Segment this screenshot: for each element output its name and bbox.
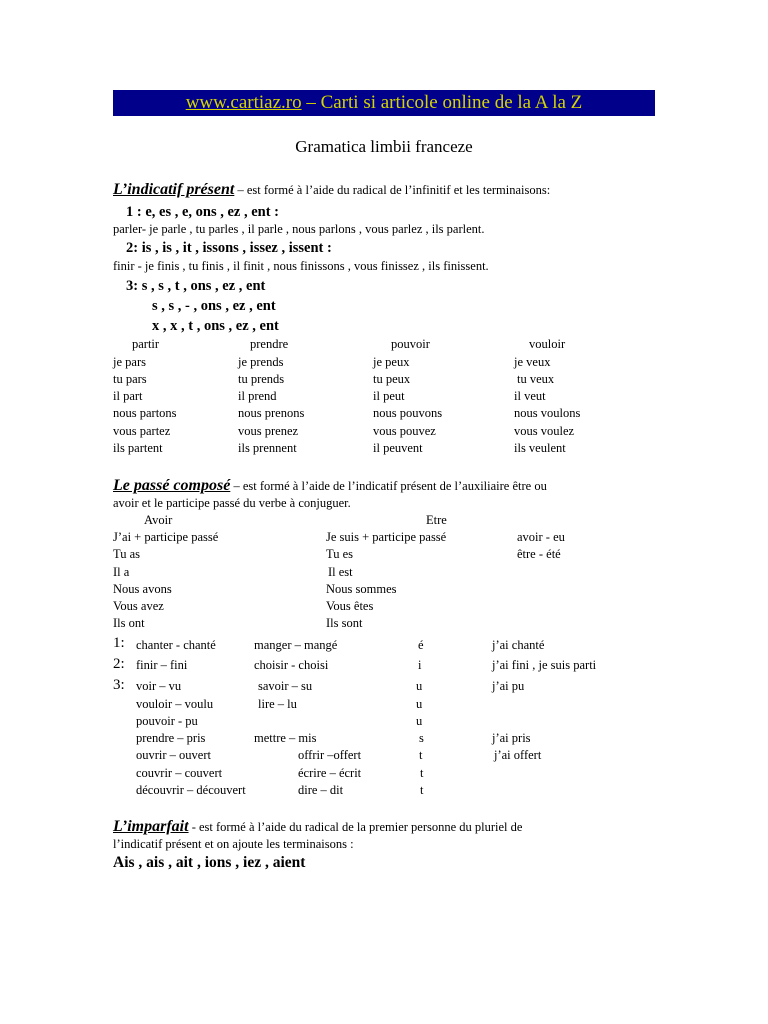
conjugation-cell: je peux — [373, 355, 410, 369]
present-heading: L’indicatif présent — [113, 181, 235, 198]
conjugation-cell: tu peux — [373, 372, 411, 386]
imparfait-heading: L’imparfait — [113, 818, 189, 835]
participle-cell: j’ai chanté — [492, 638, 545, 652]
verb-header-vouloir: vouloir — [529, 337, 566, 351]
etre-form: Vous êtes — [326, 599, 374, 613]
passe-heading: Le passé composé — [113, 477, 231, 494]
avoir-form: Nous avons — [113, 582, 172, 596]
conjugation-cell: il peuvent — [373, 441, 423, 455]
participle-cell: u — [416, 714, 423, 728]
participle-cell: mettre – mis — [254, 731, 317, 745]
etre-form: Il est — [328, 565, 353, 579]
verb-header-pouvoir: pouvoir — [391, 337, 430, 351]
passe-intro-2: avoir et le participe passé du verbe à conjuguer. — [113, 496, 351, 510]
participle-cell: u — [416, 697, 423, 711]
imparfait-intro: - est formé à l’aide du radical de la premier personne du pluriel de — [188, 820, 523, 834]
group-number-1: 1: — [113, 635, 125, 651]
group2-endings: 2: is , is , it , issons , issez , issent : — [126, 240, 332, 256]
passe-intro: – est formé à l’aide de l’indicatif présent de l’auxiliaire être ou — [230, 479, 547, 493]
participle-cell: u — [416, 679, 423, 693]
etre-form: Nous sommes — [326, 582, 397, 596]
imparfait-heading-line — [113, 818, 522, 836]
etre-form: Je suis + participe passé — [326, 530, 447, 544]
avoir-form: Vous avez — [113, 599, 164, 613]
conjugation-cell: il veut — [514, 389, 546, 403]
participle-cell: offrir –offert — [298, 748, 362, 762]
verb-header-partir: partir — [132, 337, 160, 351]
avoir-form: Il a — [113, 565, 130, 579]
avoir-form: Ils ont — [113, 616, 145, 630]
conjugation-cell: ils veulent — [514, 441, 566, 455]
participle-cell: manger – mangé — [254, 638, 338, 652]
group1-example: parler- je parle , tu parles , il parle , nous parlons , vous parlez , ils parlent. — [113, 222, 485, 236]
participle-cell: découvrir – découvert — [136, 783, 246, 797]
conjugation-cell: tu pars — [113, 372, 147, 386]
group3-endings-a: 3: s , s , t , ons , ez , ent — [126, 278, 266, 294]
participle-cell: dire – dit — [298, 783, 344, 797]
conjugation-cell: il peut — [373, 389, 405, 403]
participle-cell: vouloir – voulu — [136, 697, 214, 711]
imparfait-endings: Ais , ais , ait , ions , iez , aient — [113, 854, 306, 871]
participle-cell: j’ai pu — [492, 679, 525, 693]
site-link[interactable]: www.cartiaz.ro — [185, 92, 302, 113]
banner-tagline: – Carti si articole online de la A la Z — [301, 92, 583, 113]
participle-cell: pouvoir - pu — [136, 714, 198, 728]
passe-heading-line — [113, 477, 547, 495]
etre-form: Ils sont — [326, 616, 363, 630]
participle-cell: couvrir – couvert — [136, 766, 223, 780]
conjugation-cell: il part — [113, 389, 143, 403]
group3-endings-b: s , s , - , ons , ez , ent — [152, 298, 276, 314]
group-number-2: 2: — [113, 656, 125, 672]
conjugation-cell: je pars — [113, 355, 146, 369]
conjugation-cell: vous prenez — [238, 424, 299, 438]
conjugation-cell: nous prenons — [238, 406, 305, 420]
participle-cell: voir – vu — [136, 679, 182, 693]
present-intro: – est formé à l’aide du radical de l’infinitif et les terminaisons: — [234, 183, 551, 197]
conjugation-cell: tu veux — [517, 372, 555, 386]
conjugation-cell: je veux — [514, 355, 551, 369]
verb-header-prendre: prendre — [250, 337, 289, 351]
conjugation-cell: ils prennent — [238, 441, 297, 455]
conjugation-cell: vous voulez — [514, 424, 575, 438]
present-heading-line — [113, 181, 550, 199]
conjugation-cell: vous pouvez — [373, 424, 436, 438]
page-title: Gramatica limbii franceze — [295, 137, 473, 156]
avoir-form: Tu as — [113, 547, 140, 561]
group3-endings-c: x , x , t , ons , ez , ent — [152, 318, 279, 334]
participle-cell: choisir - choisi — [254, 658, 329, 672]
conjugation-cell: il prend — [238, 389, 277, 403]
conjugation-cell: tu prends — [238, 372, 285, 386]
participle-cell: savoir – su — [258, 679, 313, 693]
participle-cell: t — [419, 748, 423, 762]
participle-cell: chanter - chanté — [136, 638, 216, 652]
conjugation-cell: vous partez — [113, 424, 171, 438]
participle-cell: s — [419, 731, 424, 745]
site-banner — [113, 90, 655, 116]
participle-cell: écrire – écrit — [298, 766, 362, 780]
participle-cell: t — [420, 766, 424, 780]
participle-cell: j’ai offert — [494, 748, 542, 762]
participle-cell: j’ai pris — [492, 731, 531, 745]
participle-cell: j’ai fini , je suis parti — [492, 658, 597, 672]
participle-cell: i — [418, 658, 422, 672]
avoir-header: Avoir — [144, 513, 173, 527]
imparfait-intro-2: l’indicatif présent et on ajoute les terminaisons : — [113, 837, 354, 851]
group2-example: finir - je finis , tu finis , il finit , nous finissons , vous finissez , ils finissent. — [113, 259, 489, 273]
conjugation-cell: nous pouvons — [373, 406, 443, 420]
participle-cell: lire – lu — [258, 697, 297, 711]
conjugation-cell: nous partons — [113, 406, 177, 420]
participle-cell: finir – fini — [136, 658, 188, 672]
participle-cell: ouvrir – ouvert — [136, 748, 211, 762]
etre-header: Etre — [426, 513, 447, 527]
participle-cell: prendre – pris — [136, 731, 206, 745]
conjugation-cell: nous voulons — [514, 406, 581, 420]
participle-cell: é — [418, 638, 424, 652]
conjugation-cell: je prends — [238, 355, 284, 369]
avoir-form: J’ai + participe passé — [113, 530, 219, 544]
etre-participle: être - été — [517, 547, 561, 561]
etre-form: Tu es — [326, 547, 353, 561]
conjugation-cell: ils partent — [113, 441, 163, 455]
group1-endings: 1 : e, es , e, ons , ez , ent : — [126, 204, 280, 220]
avoir-participle: avoir - eu — [517, 530, 565, 544]
group-number-3: 3: — [113, 677, 125, 693]
participle-cell: t — [420, 783, 424, 797]
